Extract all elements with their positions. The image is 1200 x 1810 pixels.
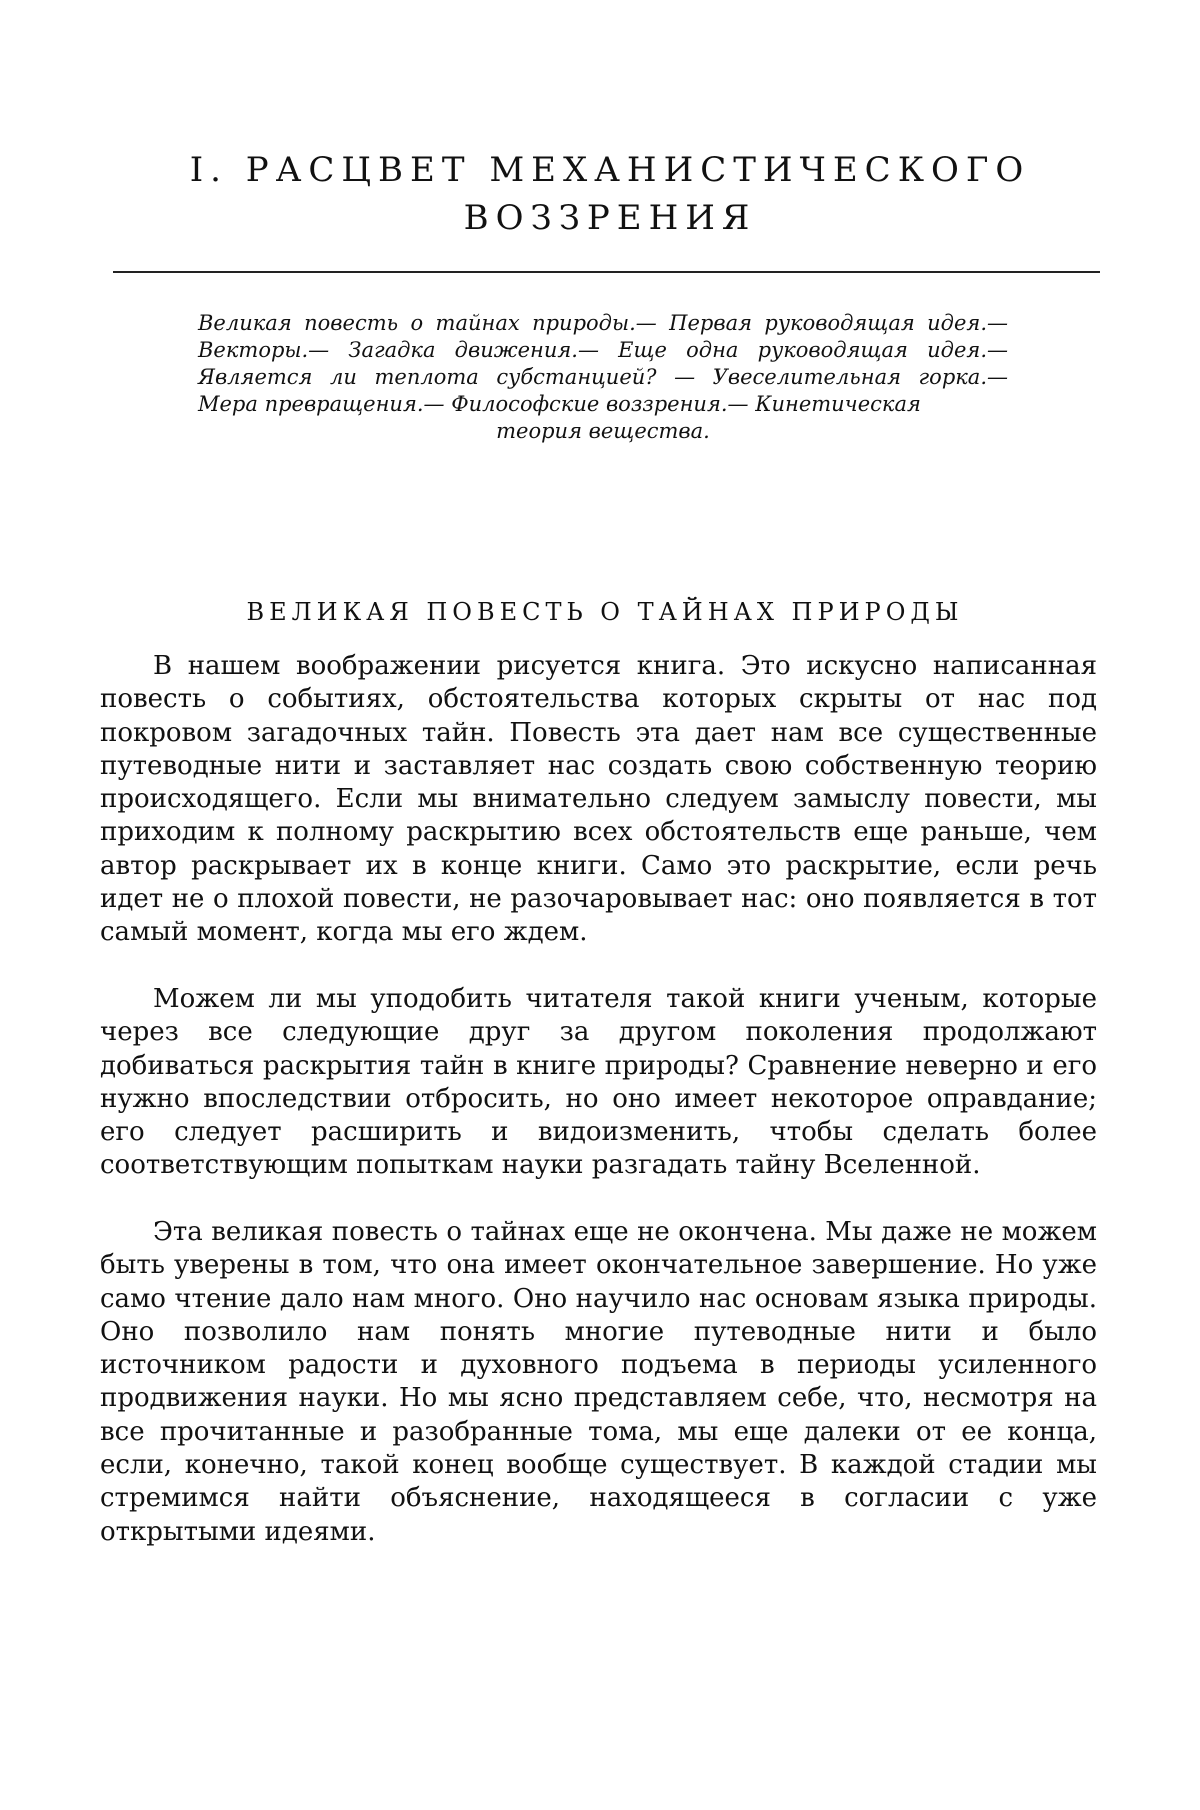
chapter-summary-last-line: теория вещества. xyxy=(496,419,710,443)
chapter-summary-text: Великая повесть о тайнах природы.— Первая руководящая идея.— Векторы.— Загадка движения.— Еще одна руководящая идея.— Является ли теплота субстанцией? — Увеселительная горка.— Мера превращения.— Философские воззрения.— Кинетическая xyxy=(198,311,1008,416)
title-divider xyxy=(113,271,1100,273)
chapter-title-line-1: I. РАСЦВЕТ МЕХАНИСТИЧЕСКОГО xyxy=(189,150,1031,190)
body-paragraph-1: В нашем воображении рисуется книга. Это искусно написанная повесть о событиях, обстоятельства которых скрыты от нас под покровом загадочных тайн. Повесть эта дает нам все существенные путеводные нити и заставляет нас создать свою собственную теорию происходящего. Если мы внимательно следуем замыслу повести, мы приходим к полному раскрытию всех обстоятельств еще раньше, чем автор раскрывает их в конце книги. Само это раскрытие, если речь идет не о плохой повести, не разочаровывает нас: оно появляется в тот самый момент, когда мы его ждем. xyxy=(100,651,1097,948)
chapter-summary xyxy=(198,310,1008,445)
body-paragraph-3: Эта великая повесть о тайнах еще не окончена. Мы даже не можем быть уверены в том, что она имеет окончательное завершение. Но уже само чтение дало нам много. Оно научило нас основам языка природы. Оно позволило нам понять многие путеводные нити и было источником радости и духовного подъема в периоды усиленного продвижения науки. Но мы ясно представляем себе, что, несмотря на все прочитанные и разобранные тома, мы еще далеки от ее конца, если, конечно, такой конец вообще существует. В каждой стадии мы стремимся найти объяснение, находящееся в согласии с уже открытыми идеями. xyxy=(100,1217,1097,1547)
chapter-title-line-2: ВОЗЗРЕНИЯ xyxy=(463,198,757,238)
body-paragraph-2: Можем ли мы уподобить читателя такой книги ученым, которые через все следующие друг за другом поколения продолжают добиваться раскрытия тайн в книге природы? Сравнение неверно и его нужно впоследствии отбросить, но оно имеет некоторое оправдание; его следует расширить и видоизменить, чтобы сделать более соответствующим попыткам науки разгадать тайну Вселенной. xyxy=(100,984,1097,1181)
section-heading: ВЕЛИКАЯ ПОВЕСТЬ О ТАЙНАХ ПРИРОДЫ xyxy=(246,598,964,626)
